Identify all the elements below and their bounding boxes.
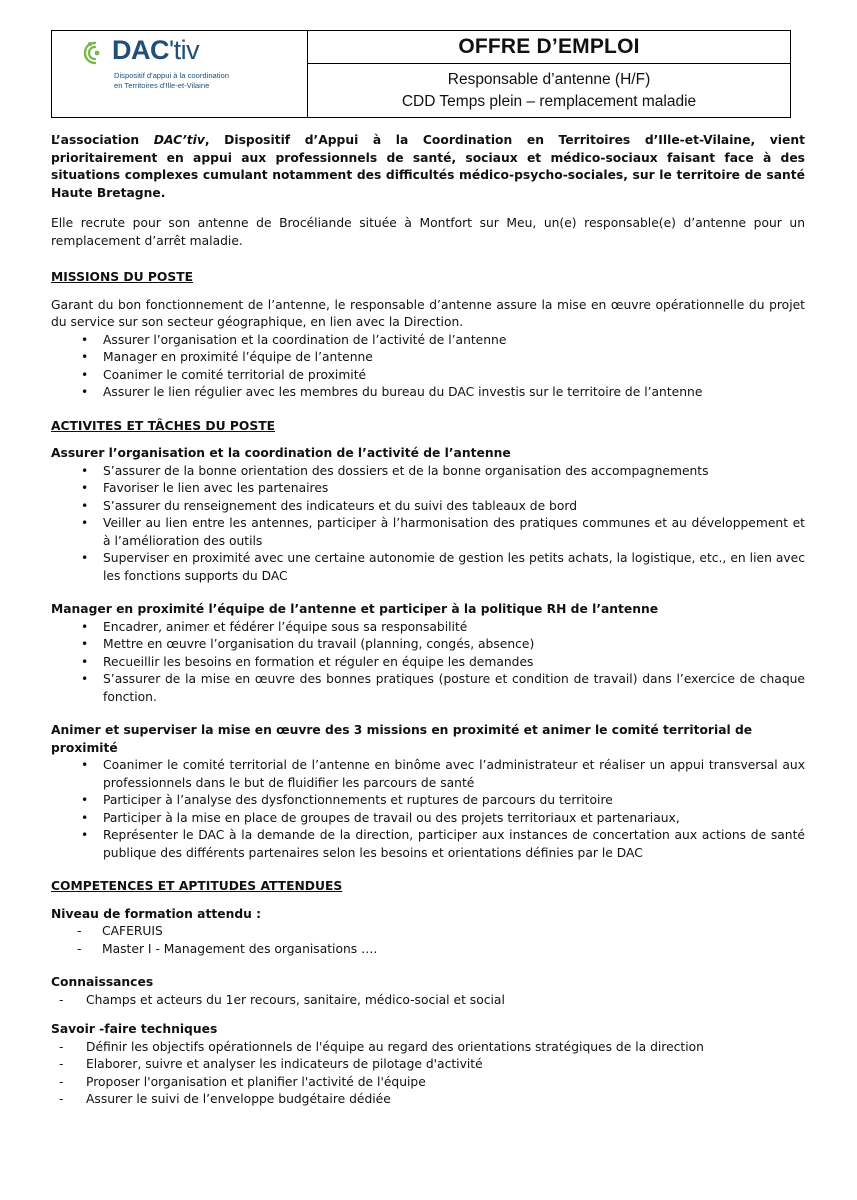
document-title: OFFRE D’EMPLOI (308, 31, 790, 64)
subheading-connaissances: Connaissances (51, 975, 154, 989)
job-subtitle (308, 64, 790, 117)
list-item: - Master I - Management des organisations …. (51, 941, 805, 959)
list-item: • Participer à la mise en place de groupes de travail ou des projets territoriaux et partenariaux, (51, 810, 805, 828)
connaissances-list (51, 992, 805, 1010)
list-item: • Assurer l’organisation et la coordination de l’activité de l’antenne (51, 332, 805, 350)
logo-wordmark: DAC'tiv (112, 35, 200, 65)
job-title: Responsable d’antenne (H/F) (447, 70, 651, 88)
animation-list (51, 757, 805, 862)
subheading-formation: Niveau de formation attendu : (51, 906, 262, 921)
dactiv-logo-icon (82, 40, 108, 66)
list-item: • S’assurer du renseignement des indicateurs et du suivi des tableaux de bord (51, 498, 805, 516)
subheading-animation: Animer et superviser la mise en œuvre des 3 missions en proximité et animer le comité territorial de proximité (51, 723, 753, 755)
intro-paragraph: L’association DAC’tiv, Dispositif d’Appui à la Coordination en Territoires d’Ille-et-Vilaine, vient prioritairement en appui aux professionnels de santé, sociaux et médico-sociaux faisant face à des situations complexes cumulant notamment des difficultés médico-psycho-sociales, sur le territoire de santé Haute Bretagne. (51, 133, 805, 200)
list-item: • S’assurer de la mise en œuvre des bonnes pratiques (posture et condition de travail) dans l’exercice de chaque fonction. (51, 671, 805, 706)
savoir-faire-list (51, 1039, 805, 1109)
list-item: • Veiller au lien entre les antennes, participer à l’harmonisation des pratiques communes et au développement et à l’amélioration des outils (51, 515, 805, 550)
list-item: - Proposer l'organisation et planifier l'activité de l'équipe (51, 1074, 805, 1092)
subheading-savoir-faire: Savoir -faire techniques (51, 1022, 218, 1036)
list-item: • Superviser en proximité avec une certaine autonomie de gestion les petits achats, la logistique, etc., en lien avec les fonctions supports du DAC (51, 550, 805, 585)
list-item: - Champs et acteurs du 1er recours, sanitaire, médico-social et social (51, 992, 805, 1010)
recruitment-paragraph: Elle recrute pour son antenne de Brocéliande située à Montfort sur Meu, un(e) responsable(e) d’antenne pour un remplacement d’arrêt maladie. (51, 216, 805, 248)
list-item: • Assurer le lien régulier avec les membres du bureau du DAC investis sur le territoire de l’antenne (51, 384, 805, 402)
list-item: • Mettre en œuvre l’organisation du travail (planning, congés, absence) (51, 636, 805, 654)
subheading-management: Manager en proximité l’équipe de l’antenne et participer à la politique RH de l’antenne (51, 602, 659, 616)
missions-paragraph: Garant du bon fonctionnement de l’antenne, le responsable d’antenne assure la mise en œuvre opérationnelle du projet du service sur son secteur géographique, en lien avec la Direction. (51, 297, 805, 329)
list-item: - Assurer le suivi de l’enveloppe budgétaire dédiée (51, 1091, 805, 1109)
section-heading-competences: COMPETENCES ET APTITUDES ATTENDUES (51, 879, 343, 893)
subheading-organisation: Assurer l’organisation et la coordination de l’activité de l’antenne (51, 446, 511, 460)
list-item: • Participer à l’analyse des dysfonctionnements et ruptures de parcours du territoire (51, 792, 805, 810)
organisation-list (51, 463, 805, 586)
list-item: • Manager en proximité l’équipe de l’antenne (51, 349, 805, 367)
list-item: • Recueillir les besoins en formation et réguler en équipe les demandes (51, 654, 805, 672)
list-item: - CAFERUIS (51, 923, 805, 941)
missions-list (51, 332, 805, 402)
formation-list (51, 923, 805, 958)
contract-type: CDD Temps plein – remplacement maladie (401, 92, 697, 110)
title-cell (308, 31, 790, 117)
section-heading-missions: MISSIONS DU POSTE (51, 270, 194, 284)
document-body (51, 132, 805, 1121)
list-item: - Elaborer, suivre et analyser les indicateurs de pilotage d'activité (51, 1056, 805, 1074)
header-table (51, 30, 791, 118)
list-item: • S’assurer de la bonne orientation des dossiers et de la bonne organisation des accompagnements (51, 463, 805, 481)
list-item: • Représenter le DAC à la demande de la direction, participer aux instances de concertation aux actions de santé publique des différents partenaires selon les besoins et orientations définies par le DAC (51, 827, 805, 862)
list-item: • Favoriser le lien avec les partenaires (51, 480, 805, 498)
logo-cell (52, 31, 308, 117)
management-list (51, 619, 805, 707)
list-item: • Encadrer, animer et fédérer l’équipe sous sa responsabilité (51, 619, 805, 637)
list-item: • Coanimer le comité territorial de l’antenne en binôme avec l’administrateur et réaliser un appui transversal aux professionnels dans le but de fluidifier les parcours de santé (51, 757, 805, 792)
list-item: • Coanimer le comité territorial de proximité (51, 367, 805, 385)
logo-tagline: Dispositif d'appui à la coordination en Territoires d'Ille-et-Vilaine (114, 71, 230, 90)
section-heading-activites: ACTIVITES ET TÂCHES DU POSTE (51, 418, 275, 433)
list-item: - Définir les objectifs opérationnels de l'équipe au regard des orientations stratégiques de la direction (51, 1039, 805, 1057)
